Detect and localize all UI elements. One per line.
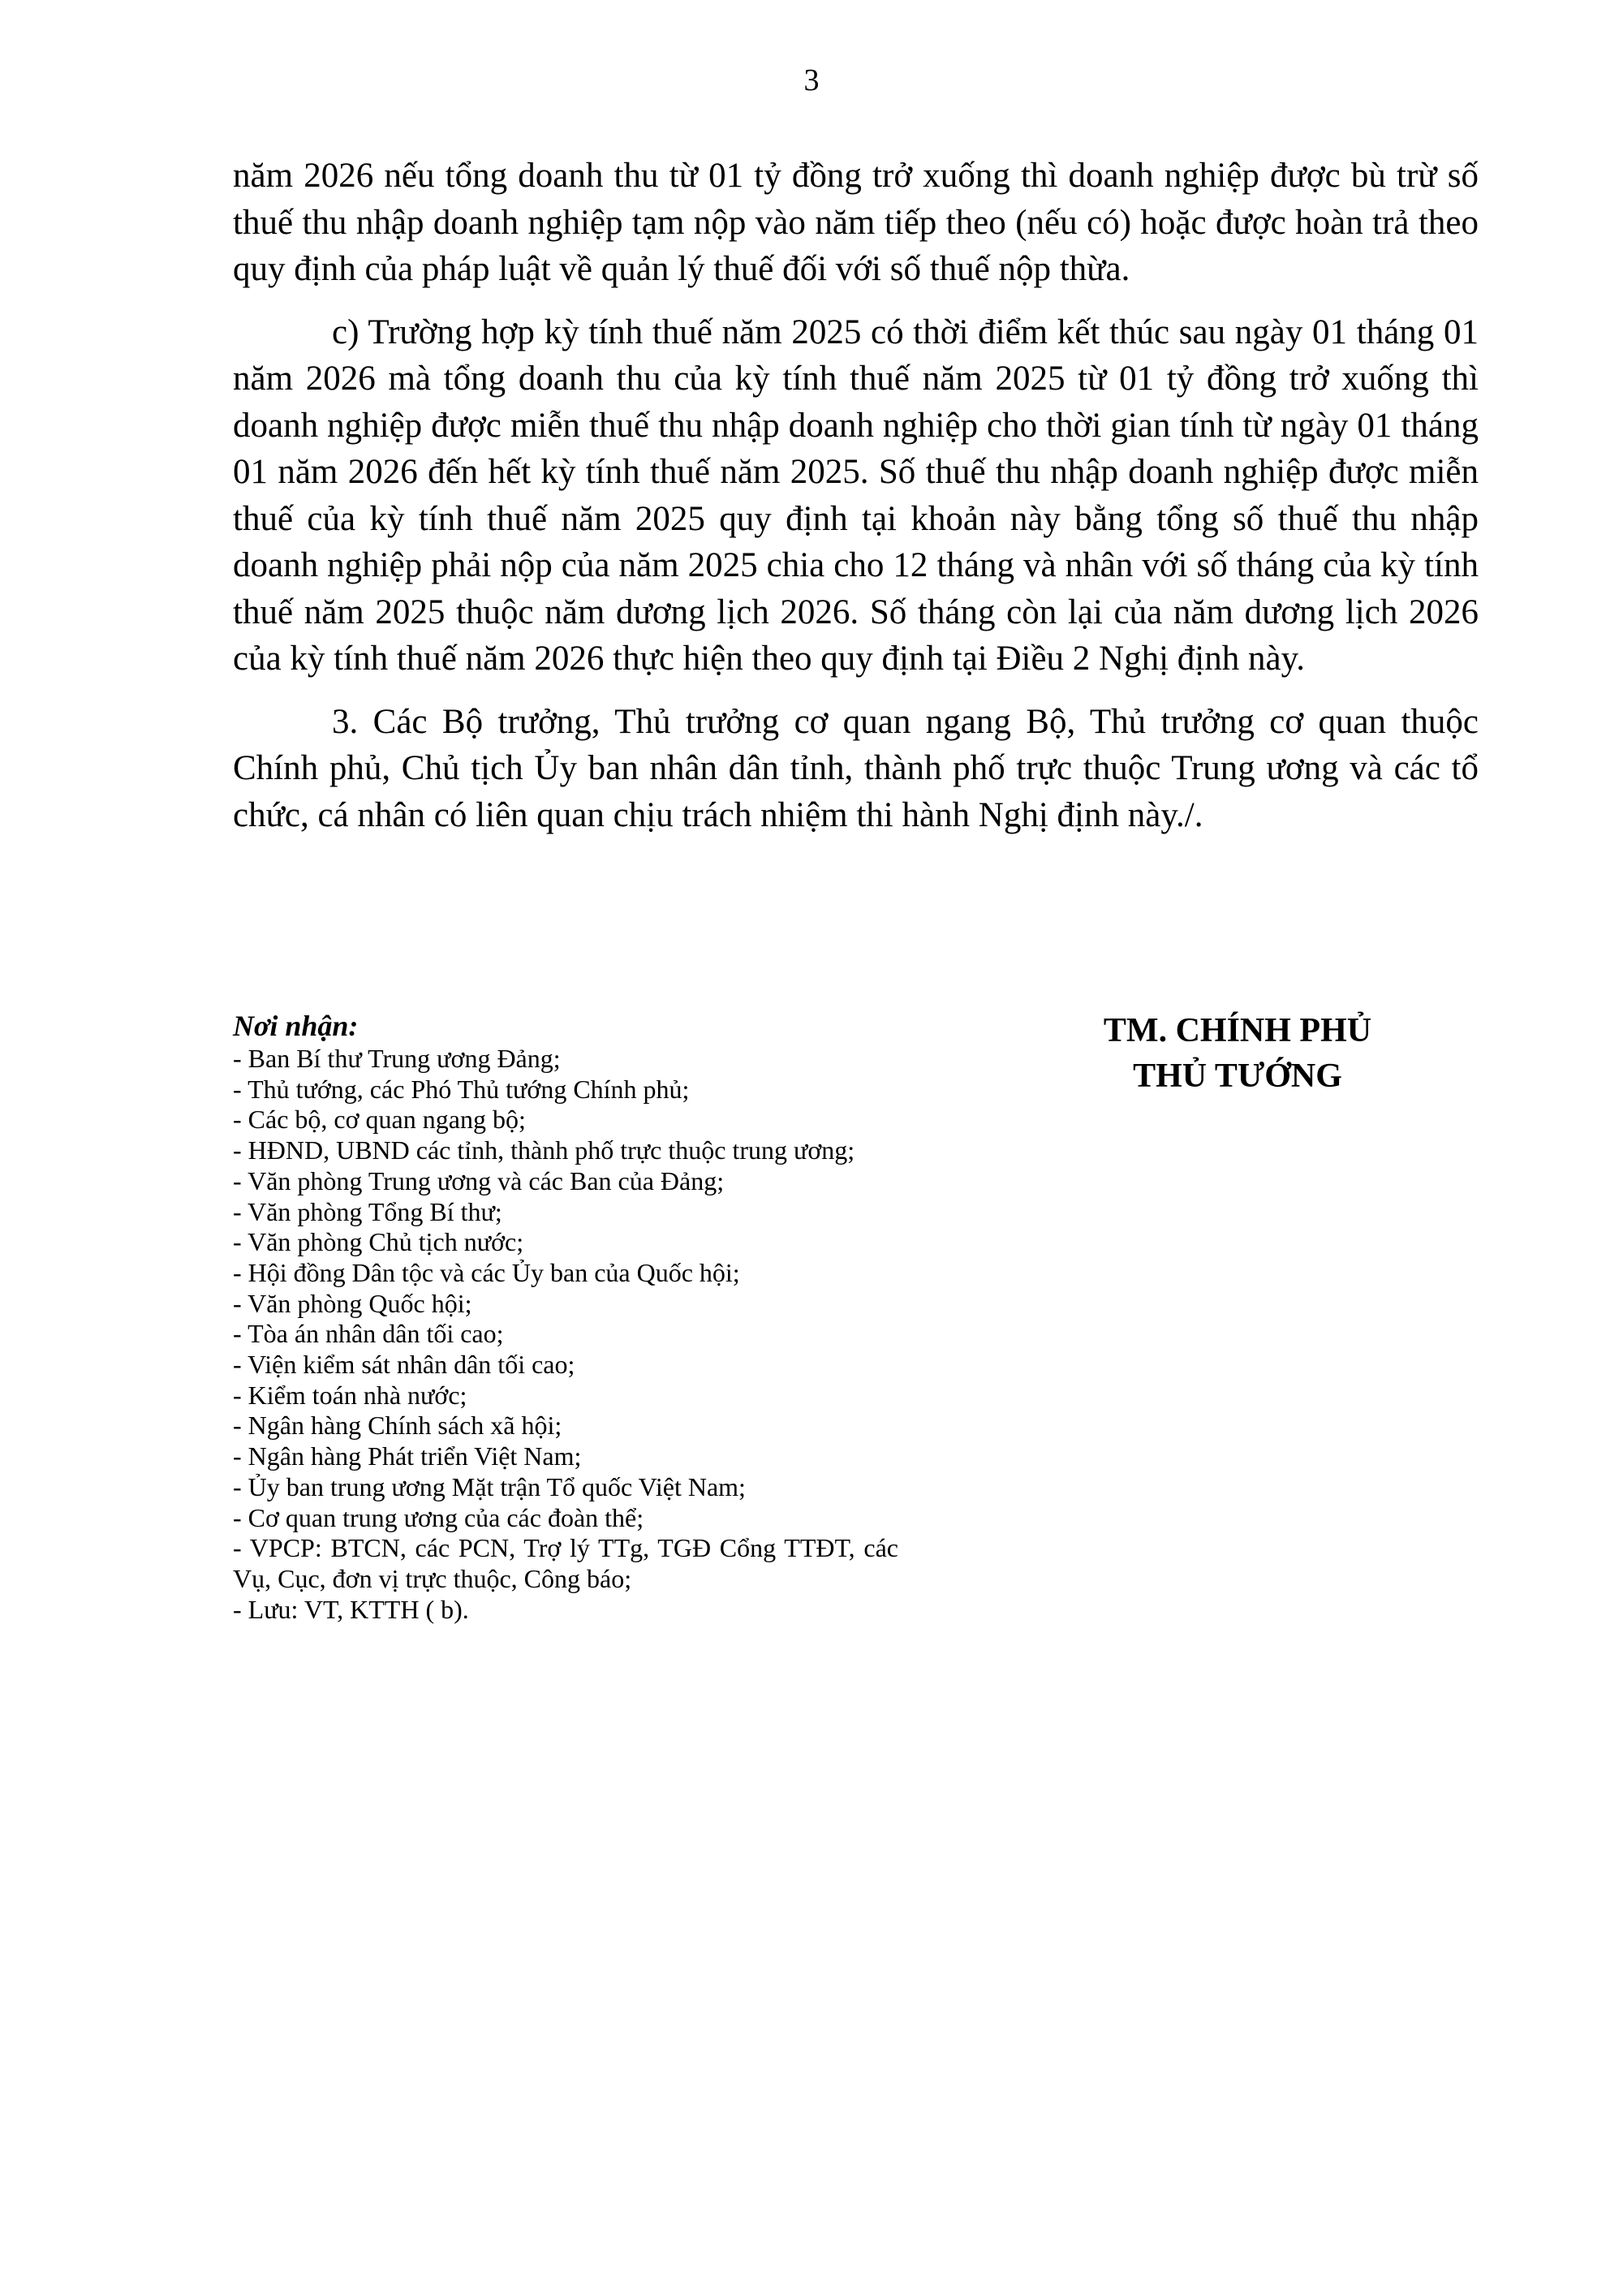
recipient-item: - Ban Bí thư Trung ương Đảng; <box>233 1044 561 1073</box>
recipient-item: - Văn phòng Quốc hội; <box>233 1288 472 1318</box>
recipients-block <box>233 1008 898 1625</box>
recipient-item: - Viện kiểm sát nhân dân tối cao; <box>233 1350 575 1380</box>
recipient-item: - Văn phòng Trung ương và các Ban của Đảng; <box>233 1165 725 1195</box>
recipient-item: - Lưu: VT, KTTH ( b). <box>233 1594 469 1624</box>
recipient-item: - Ủy ban trung ương Mặt trận Tổ quốc Việt Nam; <box>233 1471 746 1501</box>
signature-block <box>1014 1008 1461 1099</box>
paragraph-clause-c: c) Trường hợp kỳ tính thuế năm 2025 có thời điểm kết thúc sau ngày 01 tháng 01 năm 2026 mà tổng doanh thu của kỳ tính thuế năm 2025 từ 01 tỷ đồng trở xuống thì doanh nghiệp được miễn thuế thu nhập doanh nghiệp cho thời gian tính từ ngày 01 tháng 01 năm 2026 đến hết kỳ tính thuế năm 2025. Số thuế thu nhập doanh nghiệp được miễn thuế của kỳ tính thuế năm 2025 quy định tại khoản này bằng tổng số thuế thu nhập doanh nghiệp phải nộp của năm 2025 chia cho 12 tháng và nhân với số tháng của kỳ tính thuế năm 2025 thuộc năm dương lịch 2026. Số tháng còn lại của năm dương lịch 2026 của kỳ tính thuế năm 2026 thực hiện theo quy định tại Điều 2 Nghị định này. <box>233 312 1479 678</box>
paragraph-article-3: 3. Các Bộ trưởng, Thủ trưởng cơ quan ngang Bộ, Thủ trưởng cơ quan thuộc Chính phủ, Chủ tịch Ủy ban nhân dân tỉnh, thành phố trực thuộc Trung ương và các tổ chức, cá nhân có liên quan chịu trách nhiệm thi hành Nghị định này./. <box>233 702 1479 834</box>
recipient-item: - Tòa án nhân dân tối cao; <box>233 1319 504 1349</box>
signature-authority: TM. CHÍNH PHỦ <box>1103 1012 1372 1049</box>
recipient-item: - Các bộ, cơ quan ngang bộ; <box>233 1105 526 1135</box>
page-number: 3 <box>803 63 820 97</box>
recipient-item: - Kiểm toán nhà nước; <box>233 1380 467 1410</box>
recipient-item: - Văn phòng Tổng Bí thư; <box>233 1196 502 1226</box>
recipient-item: - Cơ quan trung ương của các đoàn thể; <box>233 1502 644 1532</box>
recipient-item: - Hội đồng Dân tộc và các Ủy ban của Quốc hội; <box>233 1257 740 1287</box>
recipients-list <box>233 1044 898 1625</box>
recipient-item: - Ngân hàng Chính sách xã hội; <box>233 1411 562 1441</box>
recipient-item: - HĐND, UBND các tỉnh, thành phố trực thuộc trung ương; <box>233 1135 855 1165</box>
document-body <box>233 153 1479 838</box>
signature-title: THỦ TƯỚNG <box>1133 1058 1342 1095</box>
recipient-item: - Ngân hàng Phát triển Việt Nam; <box>233 1441 582 1471</box>
recipient-item: - Thủ tướng, các Phó Thủ tướng Chính phủ; <box>233 1074 690 1104</box>
recipient-item: - Văn phòng Chủ tịch nước; <box>233 1227 524 1257</box>
recipients-title: Nơi nhận: <box>233 1010 359 1042</box>
paragraph-continuation: năm 2026 nếu tổng doanh thu từ 01 tỷ đồng trở xuống thì doanh nghiệp được bù trừ số thuế thu nhập doanh nghiệp tạm nộp vào năm tiếp theo (nếu có) hoặc được hoàn trả theo quy định của pháp luật về quản lý thuế đối với số thuế nộp thừa. <box>233 157 1479 288</box>
recipient-item: - VPCP: BTCN, các PCN, Trợ lý TTg, TGĐ Cổng TTĐT, các Vụ, Cục, đơn vị trực thuộc, Công báo; <box>233 1533 898 1593</box>
